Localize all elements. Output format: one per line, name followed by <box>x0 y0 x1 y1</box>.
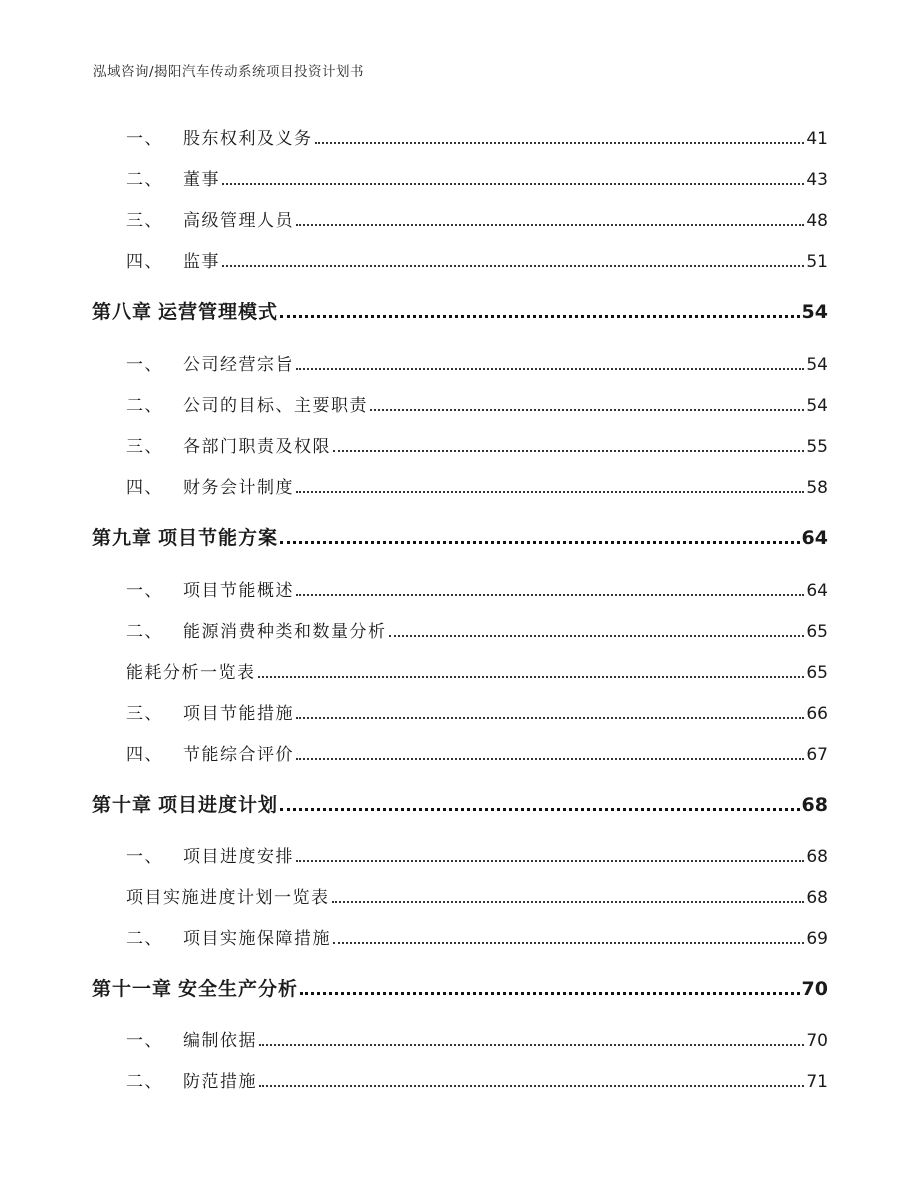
dot-leader <box>333 942 804 944</box>
toc-section-entry[interactable] <box>126 1067 828 1092</box>
toc-entry-number: 一、 <box>126 129 163 149</box>
toc-page-number: 71 <box>806 1072 828 1092</box>
toc-chapter-entry[interactable] <box>92 790 828 817</box>
dot-leader <box>296 594 804 596</box>
toc-entry-number: 四、 <box>126 252 163 272</box>
dot-leader <box>333 450 804 452</box>
toc-section-entry[interactable] <box>126 165 828 190</box>
dot-leader <box>258 676 805 678</box>
toc-page-number: 65 <box>806 622 828 642</box>
toc-entry-number: 一、 <box>126 847 163 867</box>
toc-entry-title: 能耗分析一览表 <box>126 663 256 683</box>
toc-entry-title: 股东权利及义务 <box>183 129 313 149</box>
dot-leader <box>332 901 805 903</box>
toc-section-entry[interactable] <box>126 924 828 949</box>
toc-entry-number: 三、 <box>126 704 163 724</box>
toc-entry-title: 编制依据 <box>183 1031 257 1051</box>
toc-entry-label <box>126 658 256 683</box>
toc-section-entry[interactable] <box>126 124 828 149</box>
toc-section-entry[interactable] <box>126 842 828 867</box>
toc-entry-number: 二、 <box>126 1072 163 1092</box>
toc-page-number: 54 <box>801 301 828 323</box>
toc-entry-label <box>92 523 278 550</box>
toc-section-entry[interactable] <box>126 658 828 683</box>
toc-page-number: 68 <box>801 794 828 816</box>
toc-section-entry[interactable] <box>126 1026 828 1051</box>
toc-page-number: 69 <box>806 929 828 949</box>
toc-entry-title: 公司经营宗旨 <box>183 355 294 375</box>
toc-entry-label <box>126 391 368 416</box>
toc-entry-title: 能源消费种类和数量分析 <box>183 622 387 642</box>
toc-entry-title: 董事 <box>183 170 220 190</box>
toc-entry-label <box>126 206 294 231</box>
toc-entry-number: 二、 <box>126 396 163 416</box>
dot-leader <box>315 142 805 144</box>
dot-leader <box>259 1044 804 1046</box>
toc-entry-label <box>126 740 294 765</box>
toc-entry-label <box>126 883 330 908</box>
dot-leader <box>296 491 804 493</box>
toc-section-entry[interactable] <box>126 432 828 457</box>
toc-entry-number: 二、 <box>126 929 163 949</box>
dot-leader <box>280 315 800 318</box>
toc-entry-title: 财务会计制度 <box>183 478 294 498</box>
toc-entry-title: 项目实施保障措施 <box>183 929 331 949</box>
toc-entry-title: 运营管理模式 <box>158 301 279 323</box>
toc-entry-title: 公司的目标、主要职责 <box>183 396 368 416</box>
toc-entry-title: 监事 <box>183 252 220 272</box>
toc-section-entry[interactable] <box>126 247 828 272</box>
dot-leader <box>296 368 804 370</box>
toc-section-entry[interactable] <box>126 740 828 765</box>
toc-entry-number: 二、 <box>126 622 163 642</box>
toc-entry-title: 项目节能措施 <box>183 704 294 724</box>
dot-leader <box>300 992 800 995</box>
toc-section-entry[interactable] <box>126 391 828 416</box>
toc-entry-title: 项目节能概述 <box>183 581 294 601</box>
toc-page-number: 58 <box>806 478 828 498</box>
toc-entry-label <box>126 1026 257 1051</box>
toc-entry-title: 安全生产分析 <box>178 978 299 1000</box>
toc-section-entry[interactable] <box>126 473 828 498</box>
dot-leader <box>296 717 804 719</box>
toc-entry-label <box>126 165 220 190</box>
toc-chapter-entry[interactable] <box>92 523 828 550</box>
toc-page-number: 51 <box>806 252 828 272</box>
dot-leader <box>222 265 804 267</box>
toc-section-entry[interactable] <box>126 883 828 908</box>
toc-entry-title: 项目进度安排 <box>183 847 294 867</box>
toc-entry-title: 各部门职责及权限 <box>183 437 331 457</box>
toc-page-number: 55 <box>806 437 828 457</box>
toc-section-entry[interactable] <box>126 206 828 231</box>
toc-section-entry[interactable] <box>126 576 828 601</box>
dot-leader <box>296 860 804 862</box>
toc-page-number: 68 <box>806 847 828 867</box>
toc-entry-number: 四、 <box>126 478 163 498</box>
toc-page-number: 41 <box>806 129 828 149</box>
toc-entry-label <box>126 576 294 601</box>
toc-section-entry[interactable] <box>126 350 828 375</box>
toc-entry-number: 三、 <box>126 437 163 457</box>
toc-entry-title: 高级管理人员 <box>183 211 294 231</box>
toc-entry-label <box>126 432 331 457</box>
toc-entry-title: 防范措施 <box>183 1072 257 1092</box>
toc-page-number: 54 <box>806 355 828 375</box>
dot-leader <box>280 541 800 544</box>
toc-section-entry[interactable] <box>126 699 828 724</box>
toc-entry-label <box>126 699 294 724</box>
toc-page-number: 64 <box>801 527 828 549</box>
toc-entry-number: 第八章 <box>92 301 153 323</box>
toc-entry-number: 第十一章 <box>92 978 173 1000</box>
toc-entry-label <box>126 617 387 642</box>
toc-page-number: 65 <box>806 663 828 683</box>
toc-entry-title: 项目进度计划 <box>158 794 279 816</box>
toc-page-number: 64 <box>806 581 828 601</box>
toc-entry-label <box>126 350 294 375</box>
toc-entry-number: 四、 <box>126 745 163 765</box>
toc-page-number: 68 <box>806 888 828 908</box>
dot-leader <box>222 183 804 185</box>
toc-entry-number: 一、 <box>126 581 163 601</box>
toc-entry-number: 一、 <box>126 355 163 375</box>
toc-entry-title: 节能综合评价 <box>183 745 294 765</box>
dot-leader <box>259 1085 804 1087</box>
toc-entry-label <box>92 790 278 817</box>
toc-entry-number: 一、 <box>126 1031 163 1051</box>
dot-leader <box>370 409 804 411</box>
toc-entry-label <box>126 473 294 498</box>
toc-entry-label <box>126 124 313 149</box>
toc-section-entry[interactable] <box>126 617 828 642</box>
toc-entry-number: 第九章 <box>92 527 153 549</box>
document-header: 泓域咨询/揭阳汽车传动系统项目投资计划书 <box>93 64 365 80</box>
toc-page-number: 67 <box>806 745 828 765</box>
dot-leader <box>280 808 800 811</box>
toc-entry-number: 三、 <box>126 211 163 231</box>
toc-entry-label <box>92 297 278 324</box>
toc-entry-label <box>126 247 220 272</box>
toc-page-number: 48 <box>806 211 828 231</box>
toc-page-number: 70 <box>801 978 828 1000</box>
dot-leader <box>296 758 804 760</box>
toc-page-number: 54 <box>806 396 828 416</box>
toc-entry-number: 二、 <box>126 170 163 190</box>
toc-entry-label <box>126 1067 257 1092</box>
toc-page-number: 66 <box>806 704 828 724</box>
toc-page-number: 70 <box>806 1031 828 1051</box>
toc-entry-title: 项目节能方案 <box>158 527 279 549</box>
toc-chapter-entry[interactable] <box>92 297 828 324</box>
dot-leader <box>296 224 804 226</box>
toc-entry-number: 第十章 <box>92 794 153 816</box>
toc-entry-label <box>126 842 294 867</box>
toc-entry-label <box>92 974 298 1001</box>
toc-entry-label <box>126 924 331 949</box>
dot-leader <box>389 635 805 637</box>
toc-page-number: 43 <box>806 170 828 190</box>
toc-chapter-entry[interactable] <box>92 974 828 1001</box>
toc-entry-title: 项目实施进度计划一览表 <box>126 888 330 908</box>
